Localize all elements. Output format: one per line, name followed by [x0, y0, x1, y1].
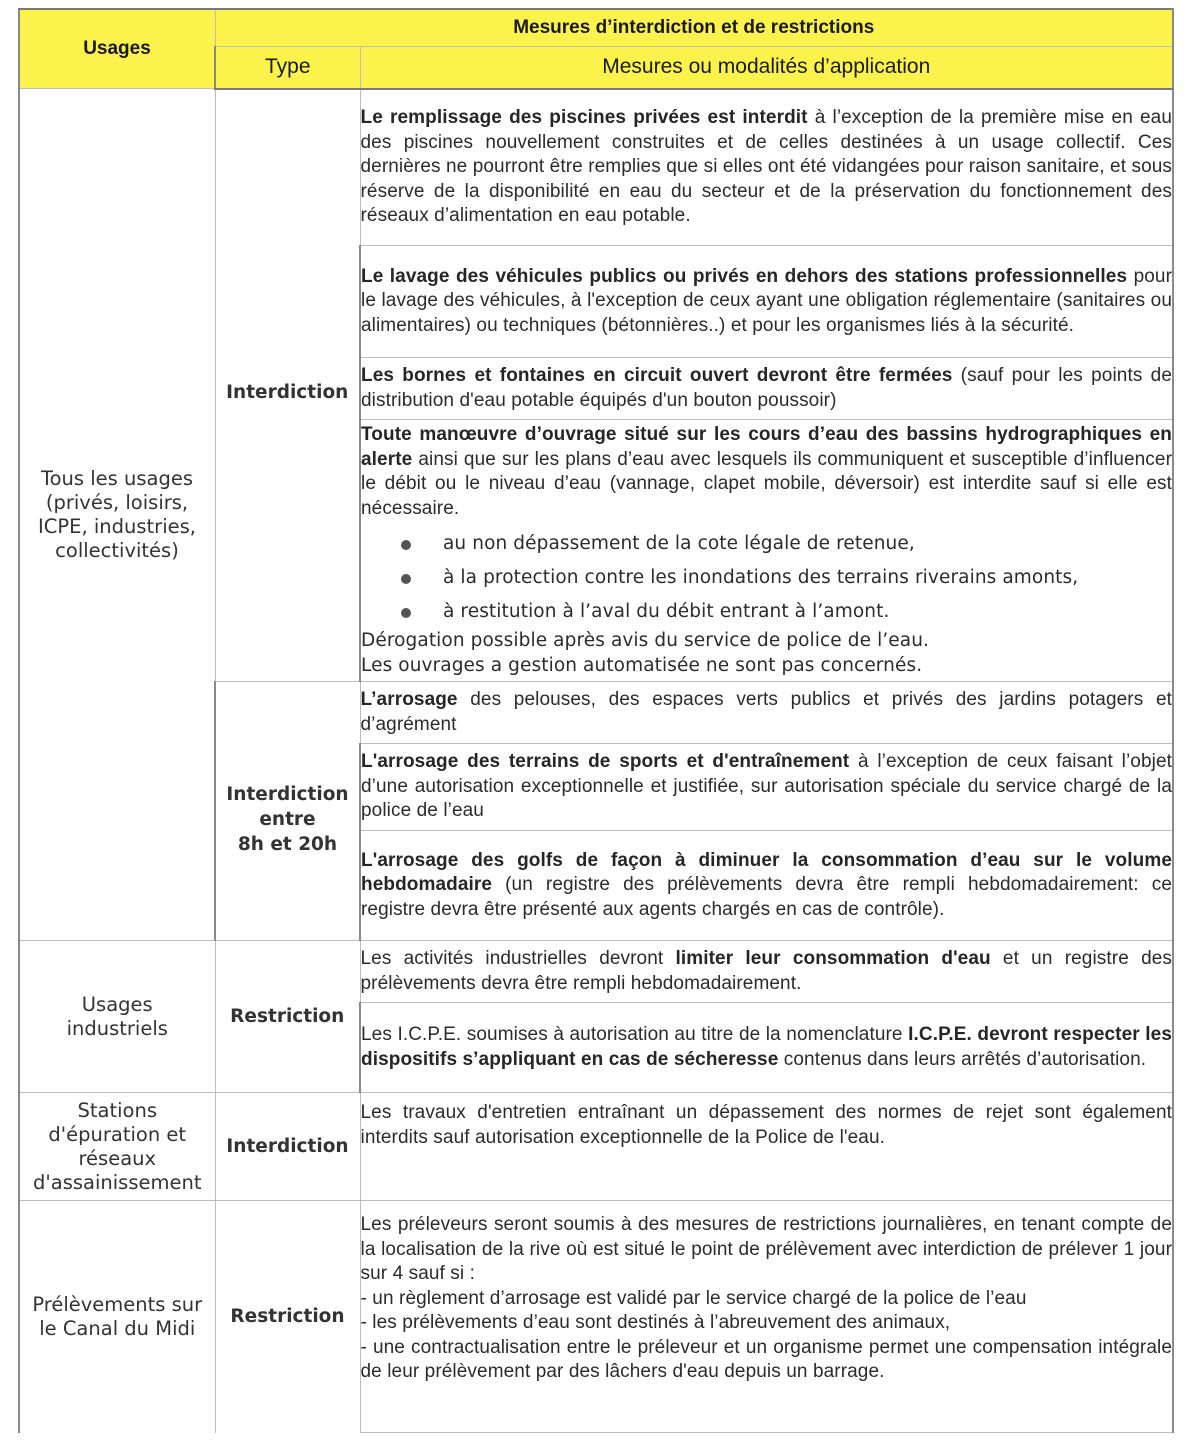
- type-label: Interdiction: [226, 381, 349, 403]
- mesure-bold: limiter leur consommation d'eau: [675, 948, 991, 969]
- usage-label: Tous les usages (privés, loisirs, ICPE, industries, collectivités): [38, 466, 196, 562]
- automation-note: Les ouvrages a gestion automatisée ne sont pas concernés.: [361, 654, 923, 676]
- mesure-cell: [360, 682, 1173, 744]
- mesure-text: Les préleveurs seront soumis à des mesures de restrictions journalières, en tenant compte de la localisation de la rive où est situé le point de prélèvement avec interdiction de prélever 1 jour sur 4 sauf si :: [360, 1214, 1172, 1284]
- mesure-cell: [360, 246, 1173, 358]
- exception-line: - une contractualisation entre le préleveur et un organisme permet une compensation intégrale de leur prélèvement par des lâchers d'eau depuis un barrage.: [360, 1336, 1172, 1382]
- mesure-text: (un registre des prélèvements devra être rempli hebdomadairement: ce registre devra être présenté aux agents chargés en cas de contrôle).: [361, 874, 1172, 920]
- mesure-bold: Les bornes et fontaines en circuit ouvert devront être fermées: [361, 365, 953, 386]
- exception-line: - les prélèvements d’eau sont destinés à l’abreuvement des animaux,: [360, 1312, 951, 1333]
- mesure-text: Les I.C.P.E. soumises à autorisation au titre de la nomenclature: [361, 1024, 909, 1045]
- table-row: [19, 941, 1173, 1003]
- mesure-bold: Le lavage des véhicules publics ou privés en dehors des stations professionnelles: [361, 265, 1128, 287]
- table-row: [19, 1201, 1173, 1433]
- mesure-cell: [360, 1201, 1173, 1433]
- list-item-text: à la protection contre les inondations des terrains riverains amonts,: [443, 567, 1079, 588]
- type-label-line: Interdiction: [226, 784, 349, 805]
- mesure-text: à l’exception de ceux faisant l’objet d’une autorisation exceptionnelle et justifiée, sur autorisation spéciale du service chargé de la police de l’eau: [361, 751, 1172, 822]
- list-item: [401, 561, 1172, 595]
- mesure-cell: [360, 1003, 1173, 1093]
- mesure-bold: Le remplissage des piscines privées est interdit: [360, 107, 808, 128]
- type-cell-interdiction-8h-20h: [215, 682, 360, 941]
- mesure-bold: L'arrosage des golfs de façon à diminuer la consommation d’eau sur le volume hebdomadaire: [361, 849, 1172, 896]
- list-item: [401, 595, 1172, 629]
- mesure-text: et un registre des prélèvements devra être rempli hebdomadairement.: [360, 948, 1173, 994]
- water-restrictions-table: [18, 8, 1174, 1433]
- mesure-text: contenus dans leurs arrêtés d’autorisation.: [778, 1048, 1147, 1070]
- bullet-icon: [401, 608, 411, 618]
- usage-label-line: Stations: [77, 1098, 157, 1122]
- type-label: Interdiction: [226, 1136, 349, 1157]
- conditions-list: [361, 527, 1172, 629]
- header-mesures-group: Mesures d’interdiction et de restrictions: [215, 9, 1173, 47]
- usage-cell-prelevements-canal-du-midi: [19, 1201, 215, 1433]
- usage-label-line: Usages: [81, 992, 153, 1016]
- mesure-text: Les travaux d'entretien entraînant un dépassement des normes de rejet sont également interdits sauf autorisation exceptionnelle de la Police de l'eau.: [360, 1102, 1172, 1148]
- list-item-text: au non dépassement de la cote légale de retenue,: [443, 533, 915, 554]
- mesure-cell: [360, 420, 1173, 682]
- usage-label-line: d'épuration et: [48, 1122, 187, 1146]
- mesure-bold: Toute manœuvre d’ouvrage situé sur les cours d’eau des bassins hydrographiques en alerte: [361, 424, 1172, 470]
- header-type: Type: [215, 47, 360, 89]
- type-label-line: 8h et 20h: [237, 834, 338, 855]
- type-label-line: entre: [259, 809, 316, 830]
- header-mesures-modalites: Mesures ou modalités d’application: [360, 47, 1173, 89]
- usage-cell-stations-epuration: [19, 1093, 215, 1201]
- usage-label-line: réseaux: [78, 1146, 157, 1170]
- mesure-text: des pelouses, des espaces verts publics et privés des jardins potagers et d’agrément: [360, 689, 1172, 735]
- usage-label-line: Prélèvements sur: [32, 1292, 203, 1316]
- mesure-cell: [360, 1093, 1173, 1201]
- mesure-cell: [360, 89, 1173, 246]
- type-cell-interdiction: [215, 89, 360, 682]
- mesure-cell: [360, 358, 1173, 420]
- table-row: [19, 1093, 1173, 1201]
- type-cell-restriction: [215, 941, 360, 1093]
- mesure-text: pour le lavage des véhicules, à l'exception de ceux ayant une obligation réglementaire (sanitaires ou alimentaires) ou techniques (bétonnières..) et pour les organismes liés à la sécurité.: [361, 265, 1172, 336]
- mesure-bold: I.C.P.E. devront respecter les dispositifs s’appliquant en cas de sécheresse: [361, 1024, 1172, 1070]
- type-cell-interdiction: [215, 1093, 360, 1201]
- mesure-text: (sauf pour les points de distribution d'eau potable équipés d'un bouton poussoir): [361, 365, 1172, 411]
- list-item: [401, 527, 1172, 561]
- exception-line: - un règlement d’arrosage est validé par le service chargé de la police de l’eau: [360, 1287, 1027, 1309]
- header-usages: Usages: [19, 9, 215, 89]
- usage-label-line: le Canal du Midi: [39, 1316, 196, 1340]
- derogation-note: Dérogation possible après avis du service de police de l’eau.: [361, 630, 930, 651]
- type-label: Restriction: [230, 1006, 345, 1027]
- mesure-cell: [360, 831, 1173, 941]
- usage-label-line: d'assainissement: [33, 1170, 202, 1194]
- bullet-icon: [401, 540, 411, 550]
- list-item-text: à restitution à l’aval du débit entrant à l’amont.: [443, 601, 890, 622]
- mesure-text: à l’exception de la première mise en eau des piscines nouvellement construites et de celles destinées à un usage collectif. Ces dernières ne pourront être remplies que si elles ont été vidangées pour raison sanitaire, et sous réserve de la disponibilité en eau du secteur et de la préservation du fonctionnement des réseaux d’alimentation en eau potable.: [360, 107, 1172, 226]
- usage-cell-tous-les-usages: [19, 89, 215, 941]
- mesure-cell: [360, 744, 1173, 831]
- bullet-icon: [401, 574, 411, 584]
- mesure-text: Les activités industrielles devront: [360, 948, 676, 969]
- type-label: Restriction: [230, 1306, 345, 1328]
- usage-label-line: industriels: [66, 1016, 168, 1040]
- mesure-bold: L'arrosage des terrains de sports et d'entraînement: [361, 751, 850, 773]
- usage-cell-usages-industriels: [19, 941, 215, 1093]
- type-cell-restriction: [215, 1201, 360, 1433]
- mesure-cell: [360, 941, 1173, 1003]
- table-row: [19, 89, 1173, 246]
- mesure-bold: L’arrosage: [360, 689, 458, 710]
- mesure-text: ainsi que sur les plans d’eau avec lesquels ils communiquent et susceptible d’influencer le débit ou le niveau d’eau (vannage, clapet mobile, déversoir) est interdite sauf si elle est nécessaire.: [361, 448, 1172, 519]
